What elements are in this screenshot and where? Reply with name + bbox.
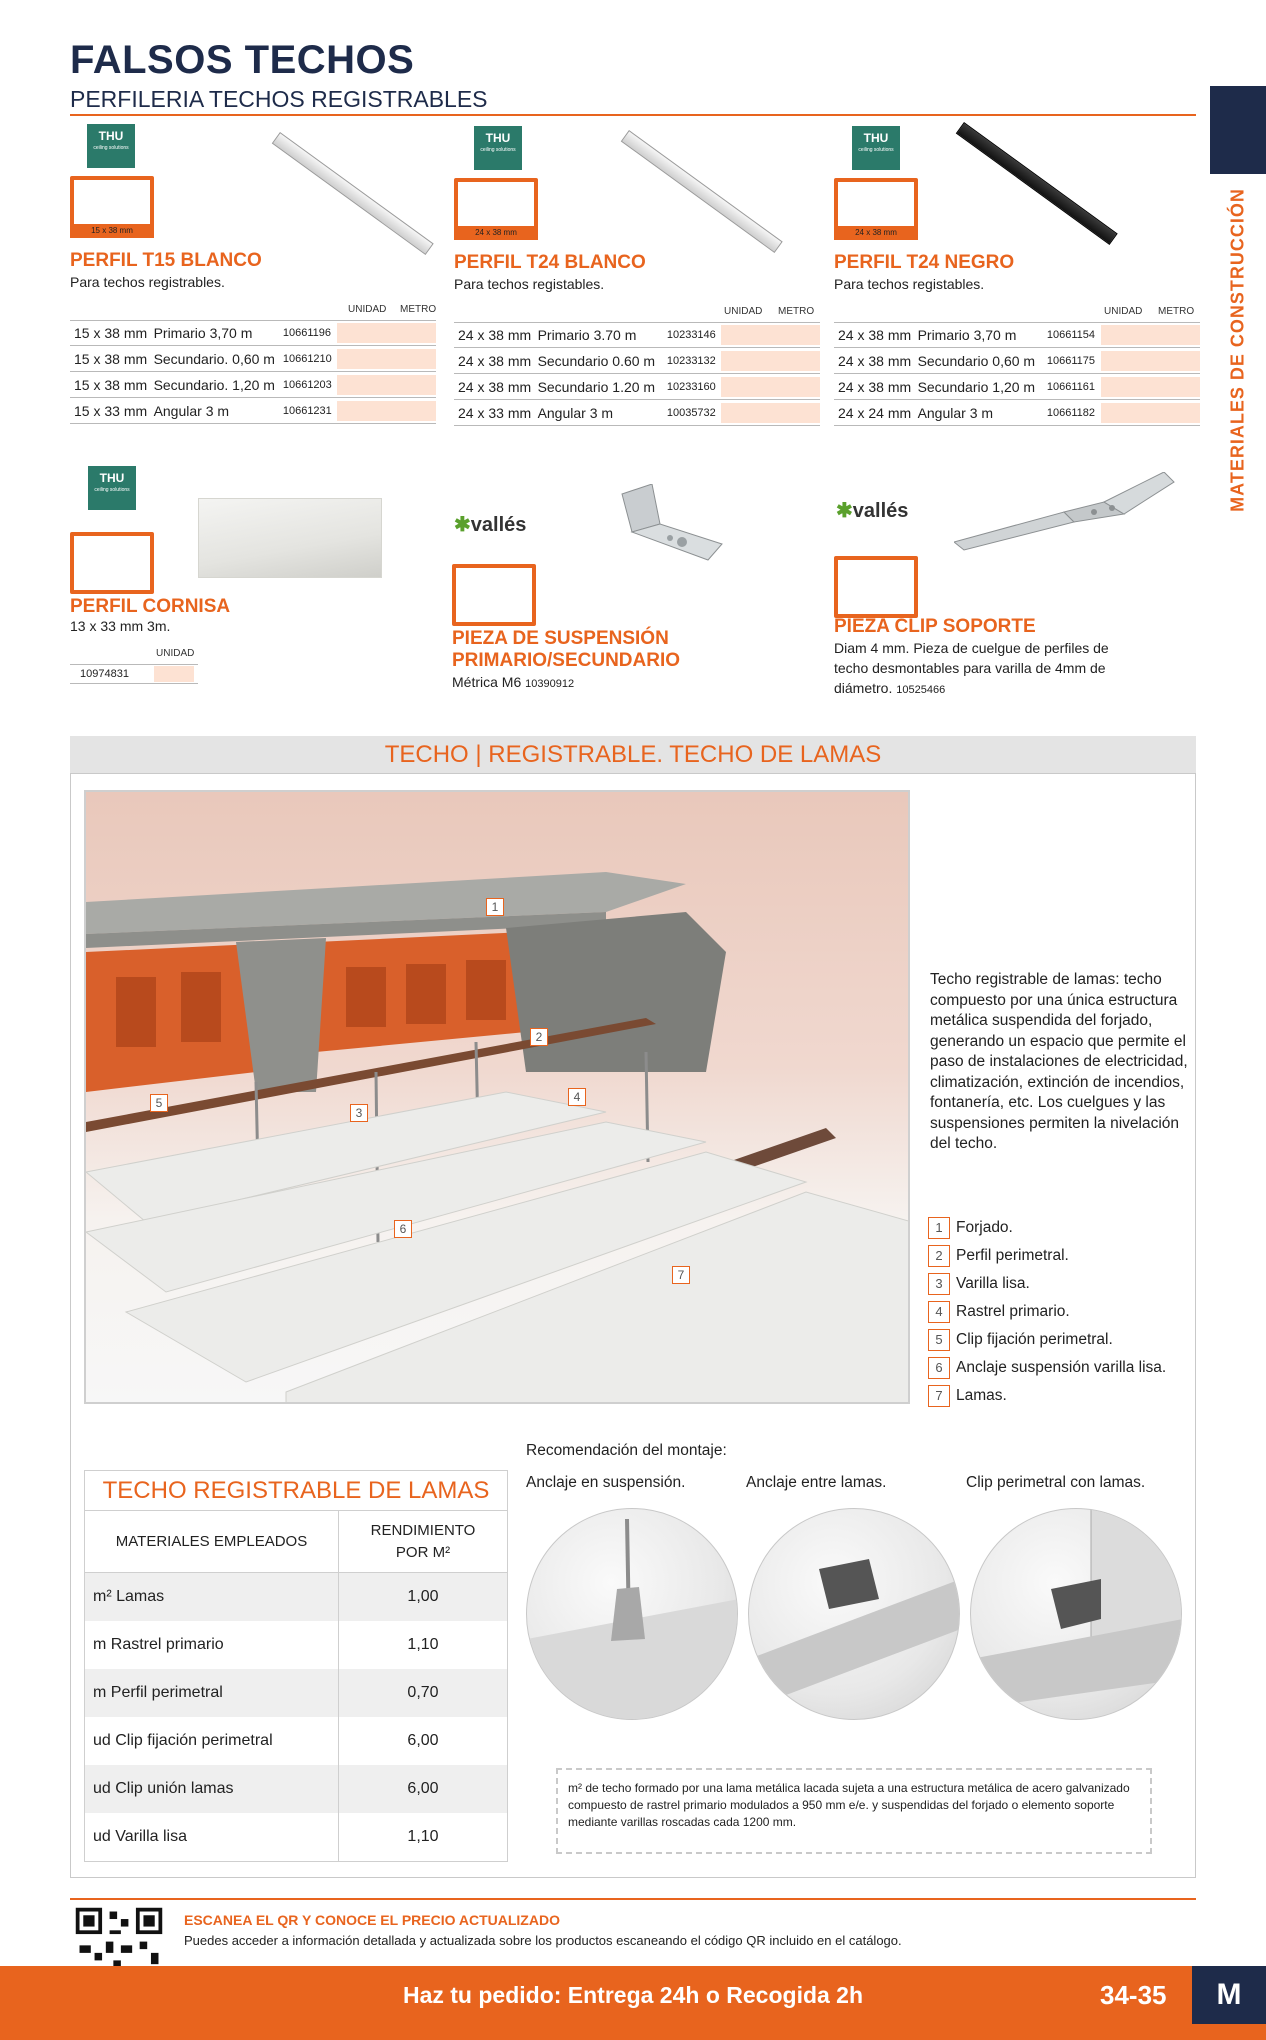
table-row: 24 x 38 mm Secundario 1.20 m 10233160	[454, 374, 820, 400]
table-row: 24 x 38 mm Primario 3.70 m 10233146	[454, 322, 820, 348]
product-name: PERFIL CORNISA	[70, 596, 231, 617]
product-name: PERFIL T24 BLANCO	[454, 252, 646, 273]
legend-item: 6 Anclaje suspensión varilla lisa.	[928, 1354, 1188, 1382]
section-description: Techo registrable de lamas: techo compuesto por una única estructura metálica suspendida del forjado, generando un espacio que permite el paso de instalaciones de electricidad, climatización, extinción de incendios, fontanería, etc. Los cuelgues y las suspensiones permiten la nivelación del techo.	[930, 971, 1188, 1152]
product-image	[170, 124, 440, 264]
thu-logo: THU ceiling solutions	[87, 124, 135, 168]
table-row: 24 x 38 mm Secundario 0,60 m 10661175	[834, 348, 1200, 374]
product-name-line1: PIEZA DE SUSPENSIÓN	[452, 628, 669, 649]
column-unidad: UNIDAD	[1104, 306, 1143, 317]
legend	[928, 1214, 1188, 1410]
page-title: FALSOS TECHOS	[70, 38, 415, 82]
table-row: 24 x 33 mm Angular 3 m 10035732	[454, 400, 820, 426]
brand-logo: M	[1192, 1966, 1266, 2024]
table-row: ud Clip fijación perimetral 6,00	[85, 1717, 507, 1765]
table-row: m² Lamas 1,00	[85, 1573, 507, 1621]
size-tag: 24 x 38 mm	[834, 226, 918, 240]
qr-title: ESCANEA EL QR Y CONOCE EL PRECIO ACTUALIZADO	[184, 1912, 560, 1928]
table-row: 24 x 38 mm Secundario 0.60 m 10233132	[454, 348, 820, 374]
product-description: Diam 4 mm. Pieza de cuelgue de perfiles de techo desmontables para varilla de 4mm de diámetro. 10525466	[834, 640, 1109, 696]
product-image	[612, 484, 732, 574]
montage-title: Recomendación del montaje:	[526, 1442, 727, 1459]
column-metro: METRO	[1158, 306, 1195, 317]
table-row: 15 x 38 mm Secundario. 0,60 m 10661210	[70, 346, 436, 372]
legend-item: 2 Perfil perimetral.	[928, 1242, 1188, 1270]
product-description: 13 x 33 mm 3m.	[70, 618, 171, 634]
column-metro: METRO	[778, 306, 815, 317]
thu-logo: THU ceiling solutions	[474, 126, 522, 170]
materials-table-header: MATERIALES EMPLEADOS RENDIMIENTO POR M²	[85, 1511, 507, 1573]
product-cornisa	[70, 462, 390, 692]
table-row: ud Clip unión lamas 6,00	[85, 1765, 507, 1813]
legend-item: 5 Clip fijación perimetral.	[928, 1326, 1188, 1354]
footer-divider	[70, 1898, 1196, 1900]
ceiling-illustration	[84, 790, 910, 1404]
legend-item: 1 Forjado.	[928, 1214, 1188, 1242]
materials-table-title: TECHO REGISTRABLE DE LAMAS	[85, 1471, 507, 1511]
callout-5: 5	[150, 1094, 168, 1112]
callout-6: 6	[394, 1220, 412, 1238]
table-row: 15 x 38 mm Primario 3,70 m 10661196	[70, 320, 436, 346]
product-clip	[834, 472, 1194, 698]
table-row: 24 x 38 mm Secundario 1,20 m 10661161	[834, 374, 1200, 400]
callout-7: 7	[672, 1266, 690, 1284]
montage-note: m² de techo formado por una lama metálica lacada sujeta a una estructura metálica de acero galvanizado compuesto de rastrel primario modulados a 950 mm e/e. y suspendidas del forjado o elemento soporte mediante varillas roscadas cada 1200 mm.	[556, 1768, 1152, 1854]
footer-tagline: Haz tu pedido: Entrega 24h o Recogida 2h	[402, 1982, 864, 2008]
montage-detail-2	[748, 1508, 960, 1720]
product-image	[554, 126, 824, 266]
product-t15	[70, 124, 440, 434]
callout-2: 2	[530, 1028, 548, 1046]
column-unidad: UNIDAD	[156, 648, 195, 659]
thu-logo: THU ceiling solutions	[852, 126, 900, 170]
montage-label-2: Anclaje entre lamas.	[746, 1474, 887, 1491]
valles-logo: ✱vallés	[836, 500, 909, 522]
size-tag: 24 x 38 mm	[454, 226, 538, 240]
table-row: 15 x 33 mm Angular 3 m 10661231	[70, 398, 436, 424]
product-description: Para techos registables.	[454, 276, 605, 292]
legend-item: 7 Lamas.	[928, 1382, 1188, 1410]
product-description: Para techos registables.	[834, 276, 985, 292]
page-number: 34-35	[1100, 1980, 1167, 2010]
callout-4: 4	[568, 1088, 586, 1106]
product-name-line2: PRIMARIO/SECUNDARIO	[452, 650, 681, 671]
montage-detail-1	[526, 1508, 738, 1720]
price-box	[452, 564, 536, 626]
column-metro: METRO	[400, 304, 437, 315]
product-t24-blanco	[454, 126, 824, 436]
column-unidad: UNIDAD	[348, 304, 387, 315]
spec-table	[454, 322, 820, 426]
callout-1: 1	[486, 898, 504, 916]
header-divider	[70, 114, 1196, 116]
table-row: 24 x 38 mm Primario 3,70 m 10661154	[834, 322, 1200, 348]
table-row: ud Varilla lisa 1,10	[85, 1813, 507, 1861]
table-row: m Perfil perimetral 0,70	[85, 1669, 507, 1717]
table-row: 24 x 24 mm Angular 3 m 10661182	[834, 400, 1200, 426]
callout-3: 3	[350, 1104, 368, 1122]
legend-item: 3 Varilla lisa.	[928, 1270, 1188, 1298]
product-description: Para techos registrables.	[70, 274, 225, 290]
materials-table	[84, 1470, 508, 1862]
table-row: m Rastrel primario 1,10	[85, 1621, 507, 1669]
montage-label-1: Anclaje en suspensión.	[526, 1474, 686, 1491]
spec-table	[70, 320, 436, 424]
product-name: PERFIL T24 NEGRO	[834, 252, 1015, 273]
product-t24-negro	[834, 126, 1204, 436]
montage-label-3: Clip perimetral con lamas.	[966, 1474, 1146, 1491]
spec-table	[834, 322, 1200, 426]
price-box	[834, 556, 918, 618]
product-image	[954, 472, 1184, 552]
section-tab	[1210, 86, 1266, 174]
product-name: PIEZA CLIP SOPORTE	[834, 616, 1036, 637]
page-subtitle: PERFILERIA TECHOS REGISTRABLES	[70, 86, 488, 112]
size-tag: 15 x 38 mm	[70, 224, 154, 238]
price-box	[70, 532, 154, 594]
qr-description: Puedes acceder a información detallada y actualizada sobre los productos escaneando el código QR incluido en el catálogo.	[184, 1933, 902, 1948]
table-row: 15 x 38 mm Secundario. 1,20 m 10661203	[70, 372, 436, 398]
product-image	[198, 498, 382, 578]
product-code: 10974831	[70, 664, 198, 684]
section-title: TECHO | REGISTRABLE. TECHO DE LAMAS	[70, 736, 1196, 774]
legend-item: 4 Rastrel primario.	[928, 1298, 1188, 1326]
product-image	[934, 126, 1204, 266]
column-unidad: UNIDAD	[724, 306, 763, 317]
section-side-label: MATERIALES DE CONSTRUCCIÓN	[1227, 188, 1248, 512]
product-description: Métrica M6 10390912	[452, 674, 575, 690]
montage-detail-3	[970, 1508, 1182, 1720]
thu-logo: THU ceiling solutions	[88, 466, 136, 510]
product-name: PERFIL T15 BLANCO	[70, 250, 262, 271]
valles-logo: ✱vallés	[454, 514, 527, 536]
product-suspension	[452, 480, 782, 700]
